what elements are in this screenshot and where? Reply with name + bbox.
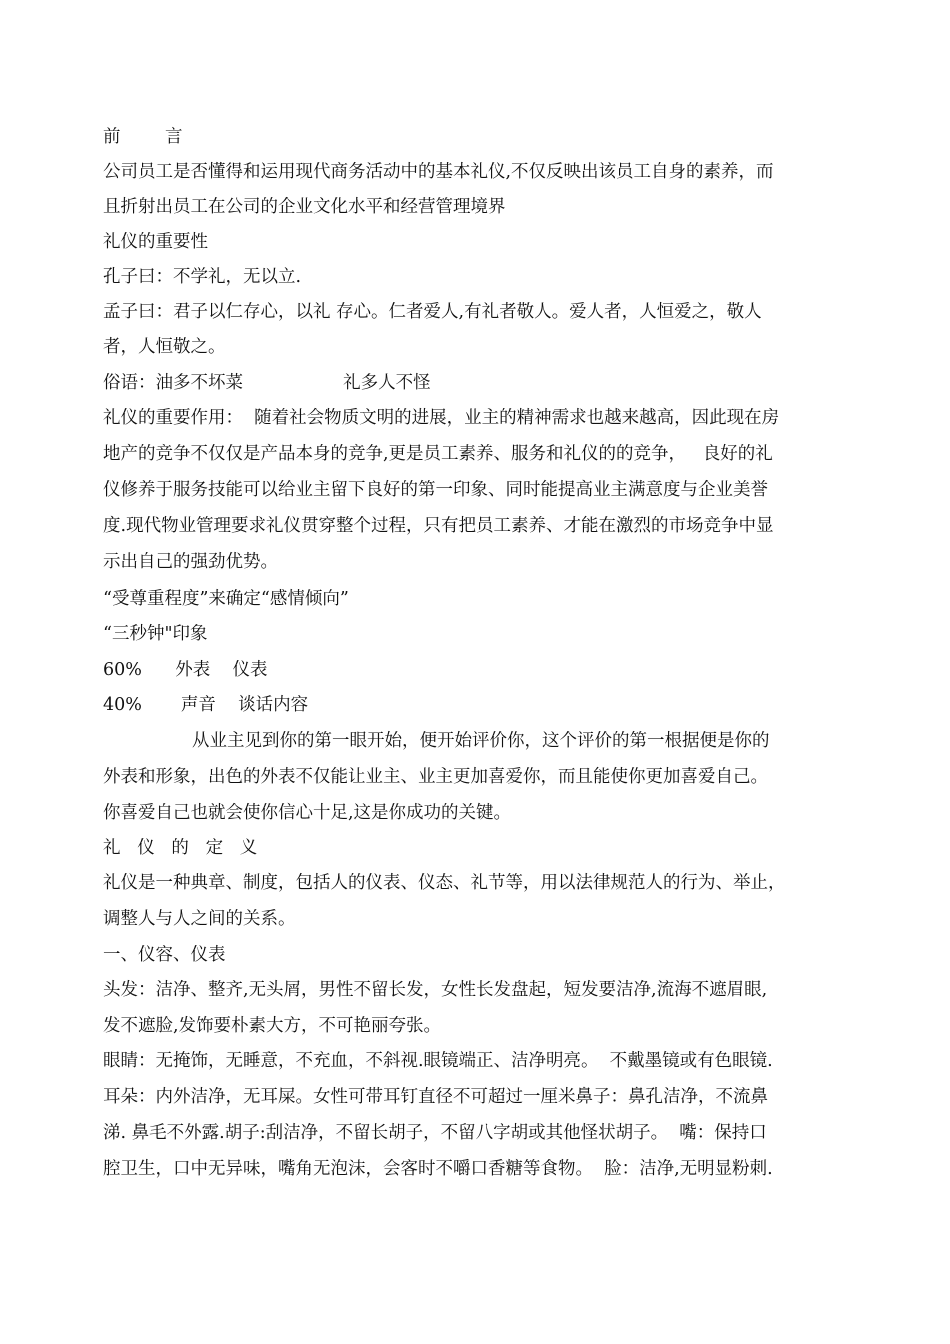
ears-paragraph-line: 耳朵：内外洁净，无耳屎。女性可带耳钉直径不可超过一厘米鼻子：鼻孔洁净，不流鼻 bbox=[103, 1087, 768, 1107]
role-paragraph-line: 地产的竞争不仅仅是产品本身的竞争,更是员工素养、服务和礼仪的的竞争， 良好的礼 bbox=[103, 444, 773, 464]
hair-paragraph-line: 发不遮脸,发饰要朴素大方，不可艳丽夸张。 bbox=[103, 1016, 442, 1036]
hair-paragraph-line: 头发：洁净、整齐,无头屑，男性不留长发，女性长发盘起，短发要洁净,流海不遮眉眼, bbox=[103, 980, 768, 1000]
role-paragraph-line: 礼仪的重要作用： 随着社会物质文明的进展，业主的精神需求也越来越高，因此现在房 bbox=[103, 408, 780, 428]
intro-paragraph-line: 且折射出员工在公司的企业文化水平和经营管理境界 bbox=[103, 197, 506, 217]
proverb-line: 俗语：油多不坏菜 礼多人不怪 bbox=[103, 373, 431, 393]
preface-title: 前 言 bbox=[103, 127, 183, 147]
definition-paragraph-line: 礼仪是一种典章、制度，包括人的仪表、仪态、礼节等，用以法律规范人的行为、举止， bbox=[103, 873, 786, 893]
role-paragraph-line: 仪修养于服务技能可以给业主留下良好的第一印象、同时能提高业主满意度与企业美誉 bbox=[103, 480, 768, 500]
ears-paragraph-line: 腔卫生，口中无异味，嘴角无泡沫，会客时不嚼口香糖等食物。 脸：洁净,无明显粉刺. bbox=[103, 1159, 773, 1179]
mencius-quote-line: 孟子曰：君子以仁存心，以礼 存心。仁者爱人,有礼者敬人。爱人者，人恒爱之，敬人 bbox=[103, 302, 762, 322]
first-look-paragraph-line: 外表和形象，出色的外表不仅能让业主、业主更加喜爱你，而且能使你更加喜爱自己。 bbox=[103, 767, 768, 787]
sixty-percent-line: 60% 外表 仪表 bbox=[103, 660, 268, 680]
section-one-heading: 一、仪容、仪表 bbox=[103, 945, 226, 965]
first-look-paragraph-line: 你喜爱自己也就会使你信心十足,这是你成功的关键。 bbox=[103, 803, 512, 823]
first-look-paragraph-line: 从业主见到你的第一眼开始，便开始评价你，这个评价的第一根据便是你的 bbox=[103, 731, 770, 751]
three-seconds-line: “三秒钟"印象 bbox=[103, 624, 208, 644]
intro-paragraph-line: 公司员工是否懂得和运用现代商务活动中的基本礼仪,不仅反映出该员工自身的素养，而 bbox=[103, 162, 774, 182]
eyes-line: 眼睛：无掩饰，无睡意，不充血，不斜视.眼镜端正、洁净明亮。 不戴墨镜或有色眼镜. bbox=[103, 1051, 773, 1071]
definition-paragraph-line: 调整人与人之间的关系。 bbox=[103, 909, 296, 929]
importance-heading: 礼仪的重要性 bbox=[103, 232, 208, 252]
role-paragraph-line: 度.现代物业管理要求礼仪贯穿整个过程，只有把员工素养、才能在激烈的市场竞争中显 bbox=[103, 516, 774, 536]
mencius-quote-line: 者，人恒敬之。 bbox=[103, 337, 226, 357]
definition-heading: 礼 仪 的 定 义 bbox=[103, 838, 258, 858]
confucius-quote: 孔子曰：不学礼，无以立. bbox=[103, 267, 302, 287]
ears-paragraph-line: 涕. 鼻毛不外露.胡子:刮洁净，不留长胡子，不留八字胡或其他怪状胡子。 嘴：保持口 bbox=[103, 1123, 767, 1143]
forty-percent-line: 40% 声音 谈话内容 bbox=[103, 695, 309, 715]
role-paragraph-line: 示出自己的强劲优势。 bbox=[103, 552, 278, 572]
respect-line: “受尊重程度”来确定“感情倾向” bbox=[103, 589, 349, 609]
